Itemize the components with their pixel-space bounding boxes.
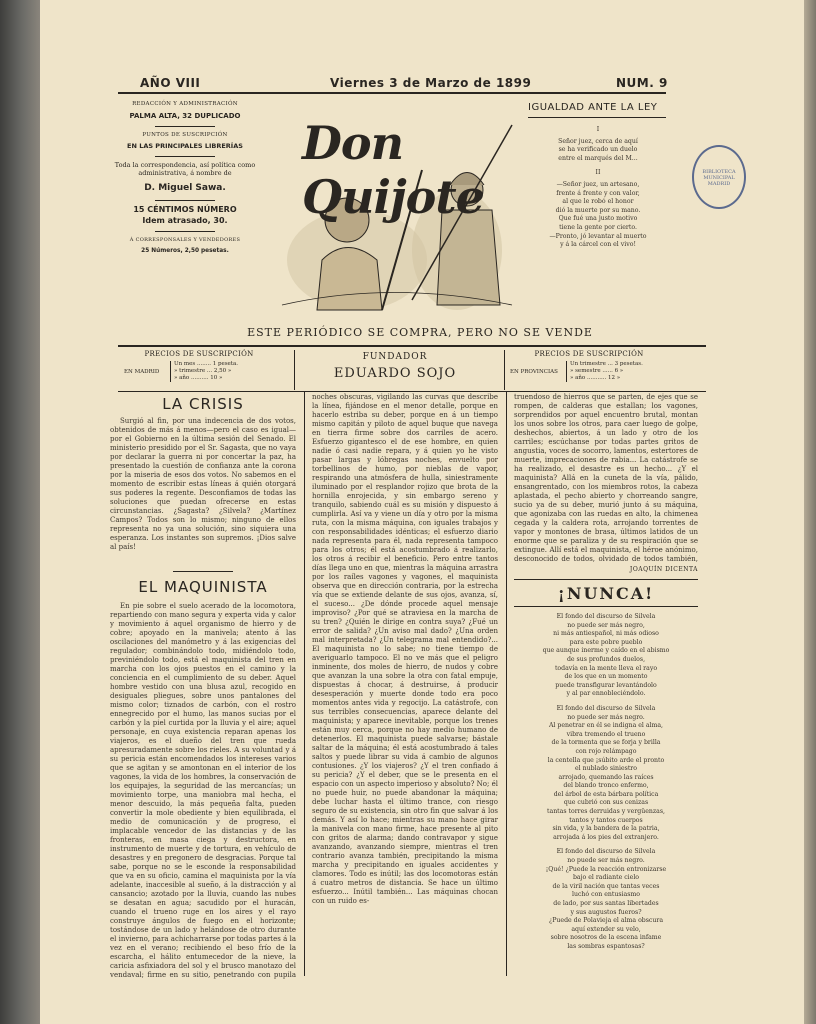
page-edge [804,0,816,1024]
nunca-line: que aunque inerme y caído en el abismo [542,647,670,655]
divider [514,606,698,607]
founder-block [300,352,490,381]
nunca-line: con rojo relámpago [575,747,637,755]
nunca-line: luchó con entusiasmo [572,891,640,899]
sub-row: Un mes ........ 1 peseta. [174,361,239,367]
nunca-line: de la tormenta que se forja y brilla [551,739,661,747]
nunca-line: para este pobre pueblo [569,638,643,646]
nunca-line: bajo el radiante cielo [572,874,640,882]
nunca-line: El fondo del discurso de Silvela [556,613,656,620]
nunca-poem [514,613,698,952]
divider [155,200,215,201]
poem-line: Que fué una justo motivo [558,215,638,223]
poem-line: frente á frente y con valor, [556,189,640,197]
divider [514,579,698,580]
sub-left-place: EN MADRID [124,368,160,375]
poem-line: se ha verificado un duelo [558,146,638,154]
divider [155,126,215,127]
nunca-line: arrojado, quemando las raíces [558,773,654,781]
nunca-line: ¿Puede de Polavieja el alma obscura [548,917,664,925]
sub-bottom-rule [118,391,706,392]
nunca-line: ¡Qué! ¿Puede la reacción entronizarse [545,865,667,873]
nunca-stanza [514,848,698,951]
nunca-line: de lado, por sus santas libertades [553,900,659,907]
right-poem [528,126,668,250]
divider [155,156,215,157]
col2-text [312,393,498,973]
column-2 [312,393,498,973]
puntos-value: EN LAS PRINCIPALES LIBRERÍAS [127,142,243,150]
nunca-line: no puede ser más negro. [567,857,645,865]
column-1 [110,395,296,980]
column-rule [304,392,305,976]
poem-line: entre el marqués del M... [558,154,638,162]
sub-left-rows [170,361,238,382]
sub-right-title: PRECIOS DE SUSCRIPCIÓN [534,350,644,358]
col3-author: JOAQUÍN DICENTA [629,566,698,573]
divider [528,117,666,118]
corresponsales-label: Á CORRESPONSALES Y VENDEDORES [129,237,241,243]
nunca-line: sobre nosotros de la escena infame [550,934,662,942]
nunca-line: El fondo del discurso de Silvela [556,848,656,856]
masthead-illustration [262,110,522,315]
sub-left-body [124,361,274,382]
puntos-label: PUNTOS DE SUSCRIPCIÓN [142,132,228,138]
divider [155,231,215,232]
slogan-rule [118,345,706,347]
poem-line: al que le robó el honor [562,198,634,206]
nunca-line: vibra tremendo el trueno [566,730,646,738]
nunca-line: tantas torres derruidas y vergüenzas, [547,808,665,816]
crisis-text [110,417,296,565]
subscription-madrid [124,350,274,382]
poem-stanza-2 [528,181,668,250]
title-logo: Don Quijote [302,116,484,224]
sub-right-place: EN PROVINCIAS [510,368,558,375]
nunca-title: ¡NUNCA! [557,584,655,603]
newspaper-page [40,0,804,1024]
slogan: ESTE PERIÓDICO SE COMPRA, PERO NO SE VENDE [247,326,593,339]
nunca-line: arrojada á los pies del extranjero. [553,833,659,841]
director-name: D. Miguel Sawa. [144,183,226,193]
nunca-line: y sus augustos fueros? [570,908,642,916]
correspondence-note: Toda la correspondencia, así política como administrativa, á nombre de [114,161,256,177]
nunca-stanza [514,613,698,699]
subscription-provincias [510,350,668,382]
col3-text [514,393,698,563]
nunca-line: de la viril nación que tantas veces [552,882,660,890]
nunca-line: puede transfigurar levantándolo [555,681,657,689]
nunca-line: las sombras espantosas? [567,942,645,950]
sub-divider [504,350,505,390]
sub-row: » semestre ...... 6 » [570,368,624,374]
maquinista-title: EL MAQUINISTA [138,578,268,596]
nunca-line: del árbol de esta bárbara política [553,790,659,798]
nunca-line: el nublado siniestro [575,765,637,773]
right-header-title: IGUALDAD ANTE LA LEY [528,102,658,113]
founder-label: FUNDADOR [362,352,428,362]
redaccion-label: REDACCIÓN Y ADMINISTRACIÓN [132,101,238,107]
founder-name: EDUARDO SOJO [333,366,457,381]
nunca-line: no puede ser más negro. [567,713,645,721]
right-header [528,102,668,256]
sub-row: Un trimestre ... 3 pesetas. [570,361,643,367]
column-rule [506,392,507,976]
col2-paragraph: noches obscuras, vigilando las curvas que describe la línea, fijándose en el menor detalle, porque en hacerlo estriba su deber, porque en á un tiempo mismo capitán y piloto de aquel buque que navega en tierra firme sobre dos carriles de acero. Esfuerzo gigantesco el de ese hombre, en quien nadie ó casi nadie repara, y á quien yo he visto pasar largas y lóbregas noches, envuelto por torbellinos de humo, por nieblas de vapor, respirando una atmósfera de hulla, siniestramente iluminado por el resplandor rojizo que brota de la hornilla enrojecida, y sin embargo sereno y tranquilo, sabiendo cuál es su misión y dispuesto á cumplirla. Así va y viene un día y otro por la misma ruta, con la misma máquina, con iguales trabajos y con responsabilidades idénticas; el esfuerzo diario nada representa para él, nada representa tampoco para los otros; él está acostumbrado á realizarlo, los otros á recibir el beneficio. Pero entre tantos días llega uno en que, mientras la máquina arrastra por los raíles vagones y vagones, el maquinista observa que en dirección contraria, por la estrecha vía que se extiende delante de sus ojos, avanza, sí, el suceso... ¿De dónde procede aquel mensaje improviso? ¿Por qué se atraviesa en la marcha de su tren? ¿Quién le dirige en contra suya? ¿Fué un error de salida? ¿Un aviso mal dado? ¿Una orden mal interpretada? ¿Un telegrama mal entendido?... El maquinista no lo sabe; no tiene tiempo de averiguarlo tampoco. El no ve más que el peligro inminente, dos moles de hierro, de nudos y cobre que avanzan la una sobre la otra con fatal empuje, dispuestas á chocar, á destruirse, á producir desesperación y muerte donde todo era poco momentos antes vida y regocijo. La catástrofe, con sus terribles consecuencias, aparece delante del maquinista; y aparece inevitable, porque los trenes están muy cerca, porque no hay medio humano de detenerlos. El maquinista puede salvarse; bástale saltar de la máquina; él está acostumbrado á tales saltos y puede librar su vida á cambio de algunos contusiones. ¿Y los viajeros? ¿Y el tren confiado á su pericia? ¿Y el deber, que se le presenta en el espacio con un aspecto imperioso y absoluto? No; él no puede huir, no puede abandonar la máquina; debe luchar hasta el último trance, con riesgo seguro de su existencia, sin otro fin que salvar á los demás. Y así lo hace; mientras su mano hace girar la manivela con mano firme, hace presente al pito con gritos de alarma; dando contravapor y sigue avanzando, avanzando siempre, mientras el tren contrario avanza también, precipitando la misma marcha y precipitando en iguales accidentes y clamores. Todo es inútil; las dos locomotoras están á cuatro metros de distancia. Se hace un último esfuerzo... Inútil también... Las máquinas chocan con un ruido es- [312,393,498,905]
nunca-line: todavía en la mente lleva el rayo [554,664,658,672]
price-old: Idem atrasado, 30. [142,216,228,225]
column-3 [514,393,698,958]
poem-line: Señor juez, cerca de aquí [558,137,638,145]
price: 15 CÉNTIMOS NÚMERO [133,205,237,214]
nunca-line: El fondo del discurso de Silvela [556,704,656,712]
masthead-rule [118,92,666,94]
nunca-line: aquí extender su velo, [571,925,641,933]
book-binding [0,0,40,1024]
poem-line: —Pronto, jó levantar al muerto [549,232,647,240]
poem-line: y á la cárcel con el vivo! [560,241,636,249]
sub-right-rows [566,361,643,382]
maquinista-text [110,602,296,980]
issue-date: Viernes 3 de Marzo de 1899 [330,76,532,90]
poem-stanza-1 [528,138,668,164]
nunca-stanza [514,705,698,843]
poem-line: dió la muerte por su mano. [555,206,641,214]
nunca-line: tantos y tantos cuerpos [569,816,643,824]
sub-right-body [510,361,668,382]
stamp-text: BIBLIOTECA MUNICIPAL MADRID [702,169,736,187]
nunca-line: sin vida, y la bandera de la patria, [552,825,660,833]
crisis-paragraph: Surgió al fin, por una indecencia de dos votos, obtenidos de más á menos—pero el caso es igual—por el Gobierno en la última sesión del Senado. El ministerio presidido por el Sr. Sagasta, que no vaya por declarar la guerra ni por concertar la paz, ha presentado la cuestión de confianza ante la corona por la miseria de esos dos votos. No sabemos en el momento de escribir estas líneas á quién otorgará sus poderes la regente. Desconfiamos de todas las soluciones que puedan ofrecerse en estas circunstancias. ¿Sagasta? ¿Silvela? ¿Martínez Campos? Todos son lo mismo; ninguno de ellos representa no ya una solución, sino siquiera una esperanza. Los instantes son supremos. ¡Dios salve al país! [110,417,296,551]
nunca-line: ni más antiespañol, ni más odioso [553,630,659,638]
poem-section-ii: II [595,169,601,177]
poem-section-i: I [596,126,600,133]
crisis-title: LA CRISIS [162,395,244,413]
maquinista-paragraph: En pie sobre el suelo acerado de la locomotora, repartiendo con mano segura y experta vida y calor y movimiento á aquel organismo de hierro y de cobre; apoyado en la manivela; atento á las oscilaciones del manómetro y á las exigencias del regulador; combinándolo todo, midiéndolo todo, previniéndolo todo, está el maquinista del tren en marcha con los ojos puestos en el camino y la conciencia en el cumplimiento de su deber. Aquel hombre vestido con una blusa azul, recogido en desiguales pliegues, sobre unos pantalones del mismo color; tiznados de carbón, con el rostro ennegrecido por el humo, las manos sucias por el carbón y la piel curtida por la lluvia y el aire; aquel personaje, en cuya existencia reparan apenas los viajeros, es el dueño del tren que rueda apresuradamente sobre los rieles. A su voluntad y á su pericia están encomendados los intereses varios que se agitan y se amontonan en el interior de los vagones, la vida de los hombres, la conservación de los equipajes, la seguridad de las mercancías; un movimiento torpe, una maniobra mal hecha, el menor descuido, la más pequeña falta, pueden convertir la mole obediente y bien equilibrada, el medio de comunicación y de progreso, el implacable vencedor de las distancias y de las fronteras, en masa ciega y destructora, en instrumento de muerte y de tortura, en vehículo de desastres y en pregonero de desgracias. Porque tal sabe, porque no se le esconde la responsabilidad que va en su oficio, camina el maquinista por la vía adelante, inaccesible al sueño, á la distracción y al cansancio; azotado por la lluvia, cuando las nubes se desatan en agua; sacudido por el huracán, cuando el trueno ruge en los aires y el rayo construye ángulos de fuego en el horizonte; tostándose de un lado y helándose de otro durante el invierno, para achicharrarse por todas partes á la vez en el verano; recibiendo el beso frío de la escarcha, el hálito entumecedor de la nieve, la caricia asfixiadora del sol y el brusco manotazo del vendaval; firme en su sitio, penetrando con pupila [110,602,296,979]
sub-row: » año ........... 12 » [570,375,621,381]
library-stamp [692,145,746,209]
nunca-line: la centella que ¡súbito arde el pronto [547,756,665,764]
poem-line: tiene la gente por cierto. [559,223,637,231]
divider [173,571,233,572]
nunca-line: de los que en un momento [564,673,648,681]
issue-number: NUM. 9 [616,76,668,90]
year-label: AÑO VIII [140,76,201,90]
nunca-line: del blando tronco enfermo, [563,782,649,790]
left-info [110,100,260,254]
nunca-line: Al penetrar en él se indigna el alma, [548,722,664,730]
sub-divider [294,350,295,390]
nunca-line: no puede ser más negro, [567,621,645,629]
bulk-price: 25 Números, 2,50 pesetas. [141,248,229,254]
sub-row: » trimestre ... 2,50 » [174,368,232,374]
col3-paragraph: truendoso de hierros que se parten, de ejes que se rompen, de calderas que estallan; los vagones, sorprendidos por aquel encuentro brutal, montan los unos sobre los otros, para caer luego de golpe, deshechos, abiertos, á un lado y otro de los carriles; escúchanse por todas partes gritos de angustia, voces de socorro, lamentos, estertores de muerte, imprecaciones de rabia... La catástrofe se ha realizado, el desastre es un hecho... ¿Y el maquinista? Allá en la cuneta de la vía, pálido, ensangrentado, con los miembros rotos, la cabeza aplastada, el pecho abierto y chorreando sangre, sucio ya de su deber, murió junto á su máquina, que agonizaba con las ruedas en alto, la chimenea cegada y la caldera rota, arrojando torrentes de vapor y montones de brasa, últimos latidos de un enorme que se paraliza y de su respiración que se extingue. Allí está el maquinista, el héroe anónimo, desconocido de todos, olvidado de todos también, [514,393,698,563]
sub-left-title: PRECIOS DE SUSCRIPCIÓN [144,350,254,358]
sub-row: » año .......... 10 » [174,375,223,381]
nunca-line: que cubrió con sus cenizas [563,799,649,807]
nunca-line: de sus profundos duelos, [566,655,646,663]
nunca-line: y al par ennobleciéndolo. [566,690,646,698]
poem-line: —Señor juez, un artesano, [556,180,640,188]
address: PALMA ALTA, 32 DUPLICADO [129,112,241,120]
